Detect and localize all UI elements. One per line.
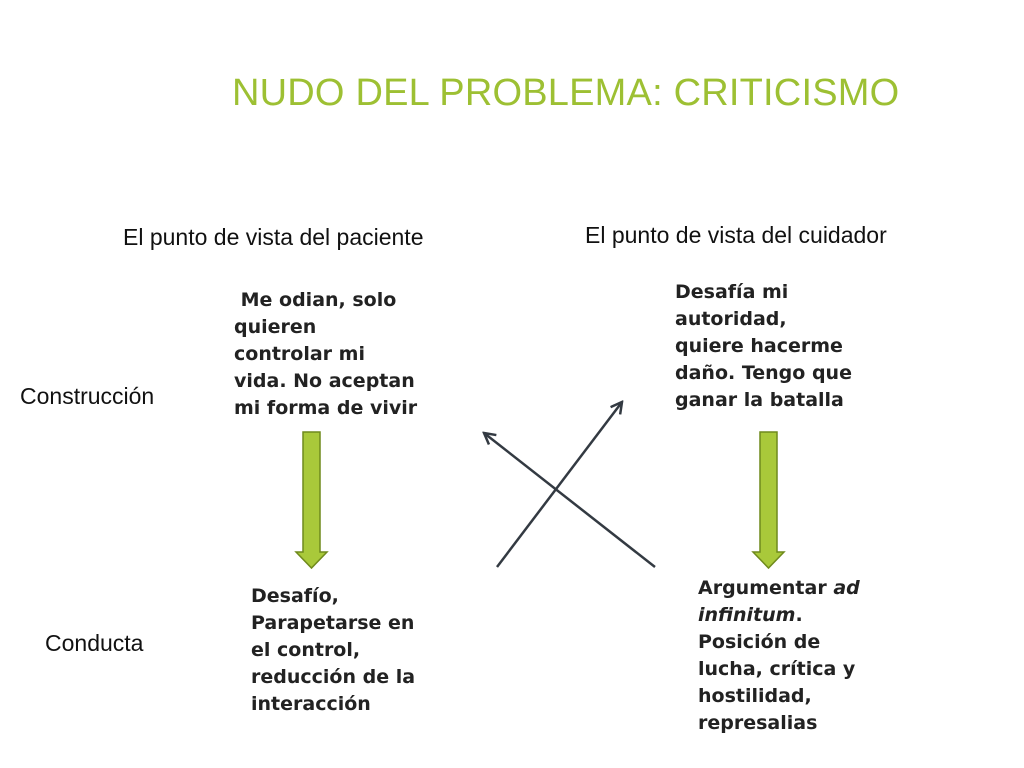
- text-line: interacción: [251, 693, 371, 715]
- text-line: Me odian, solo: [234, 289, 397, 311]
- text-line: daño. Tengo que: [675, 362, 852, 384]
- column-header-caregiver: El punto de vista del cuidador: [585, 222, 887, 248]
- cross-arrow-to-patient: [484, 433, 655, 567]
- text-line: Posición de: [698, 631, 821, 653]
- down-arrow-patient: [296, 432, 327, 568]
- text-line: quieren: [234, 316, 317, 338]
- text-line: mi forma de vivir: [234, 397, 418, 419]
- row-label-behavior: Conducta: [45, 630, 144, 656]
- row-label-construction: Construcción: [20, 383, 155, 409]
- text-fragment: .: [795, 604, 803, 626]
- column-header-patient: El punto de vista del paciente: [123, 224, 424, 250]
- text-line: hostilidad,: [698, 685, 812, 707]
- text-line: ganar la batalla: [675, 389, 844, 411]
- italic-fragment: infinitum: [698, 604, 796, 626]
- text-line: quiere hacerme: [675, 335, 843, 357]
- down-arrow-caregiver: [753, 432, 784, 568]
- text-line: el control,: [251, 639, 361, 661]
- italic-fragment: ad: [833, 577, 860, 599]
- slide-title: NUDO DEL PROBLEMA: CRITICISMO: [232, 72, 900, 114]
- text-line: Desafío,: [251, 585, 339, 607]
- text-line: controlar mi: [234, 343, 365, 365]
- cross-arrow-to-caregiver: [497, 402, 622, 567]
- text-line: Parapetarse en: [251, 612, 415, 634]
- text-line: reducción de la: [251, 666, 416, 688]
- text-line: autoridad,: [675, 308, 787, 330]
- text-line: vida. No aceptan: [234, 370, 415, 392]
- text-line: represalias: [698, 712, 818, 734]
- text-fragment: Argumentar: [698, 577, 834, 599]
- text-line: lucha, crítica y: [698, 658, 856, 680]
- text-line: Desafía mi: [675, 281, 789, 303]
